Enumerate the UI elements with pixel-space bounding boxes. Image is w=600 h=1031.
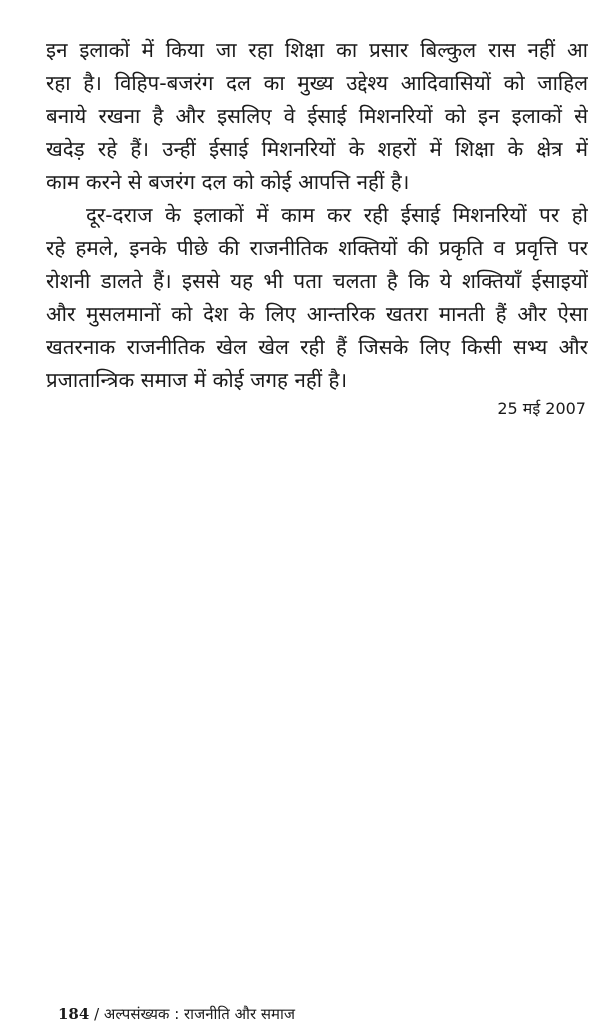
article-date: 25 मई 2007 [497,399,586,418]
text-line: रहा है। विहिप-बजरंग दल का मुख्य उद्देश्य आदिवासियों को जाहिल [46,71,588,95]
text-line: बनाये रखना है और इसलिए वे ईसाई मिशनरियों को इन इलाकों से [46,104,588,128]
footer-separator: / [89,1005,104,1023]
book-title: अल्पसंख्यक : राजनीति और समाज [103,1005,295,1023]
text-line: इन इलाकों में किया जा रहा शिक्षा का प्रसार बिल्कुल रास नहीं आ [46,38,588,62]
text-line: काम करने से बजरंग दल को कोई आपत्ति नहीं है। [46,170,410,194]
text-line: और मुसलमानों को देश के लिए आन्तरिक खतरा मानती हैं और ऐसा [46,302,588,326]
text-line: दूर-दराज के इलाकों में काम कर रही ईसाई मिशनरियों पर हो [86,203,588,227]
text-line: प्रजातान्त्रिक समाज में कोई जगह नहीं है। [46,368,348,392]
text-line: रहे हमले, इनके पीछे की राजनीतिक शक्तियों की प्रकृति व प्रवृत्ति पर [46,236,588,260]
text-line: खदेड़ रहे हैं। उन्हीं ईसाई मिशनरियों के शहरों में शिक्षा के क्षेत्र में [46,137,588,161]
text-line: रोशनी डालते हैं। इससे यह भी पता चलता है कि ये शक्तियाँ ईसाइयों [46,269,588,293]
text-line: खतरनाक राजनीतिक खेल खेल रही हैं जिसके लिए किसी सभ्य और [46,335,588,359]
page-number: 184 [58,1005,90,1023]
page-footer [58,1003,295,1025]
